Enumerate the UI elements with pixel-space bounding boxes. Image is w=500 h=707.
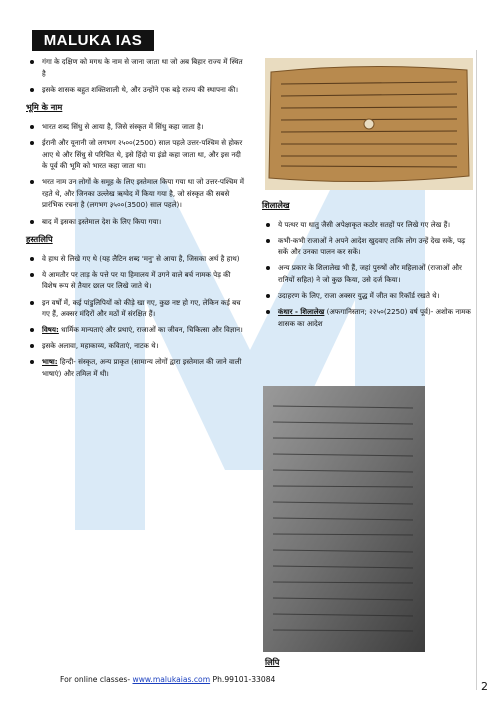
list-item: गंगा के दक्षिण को मगध के नाम से जाना जाता था जो अब बिहार राज्य में स्थित है xyxy=(26,56,246,79)
list-item: इन वर्षों में, कई पांडुलिपियों को कीड़े खा गए, कुछ नष्ट हो गए, लेकिन कई बच गए हैं, अक्सर मंदिरों और मठों में संरक्षित हैं। xyxy=(26,297,246,320)
website-link[interactable]: www.malukaias.com xyxy=(132,675,211,684)
list-item: भरत नाम उन लोगों के समूह के लिए इस्तेमाल किया गया था जो उत्तर-पश्चिम में रहते थे, और जिनका उल्लेख ऋग्वेद में किया गया है, जो संस्कृत की सबसे प्रारंभिक रचना है (लगभग ३५००(3500) साल पहले)। xyxy=(26,176,246,211)
list-item: वे हाथ से लिखे गए थे (यह लैटिन शब्द 'मनु' से आया है, जिसका अर्थ है हाथ) xyxy=(26,253,246,265)
list-item: ईरानी और यूनानी जो लगभग २५००(2500) साल पहले उत्तर-पश्चिम से होकर आए थे और सिंधु से परिचित थे, इसे हिंदो या इंडो कहा जाता था, और इस नदी के पूर्व की भूमि को भारत कहा जाता था। xyxy=(26,137,246,172)
page-edge-rule xyxy=(476,50,477,690)
brand-logo: MALUKA IAS xyxy=(32,30,154,51)
section-heading-shilalekh: शिलालेख xyxy=(262,200,290,210)
list-item: कभी-कभी राजाओं ने अपने आदेश खुदवाए ताकि लोग उन्हें देख सकें, पढ़ सकें और उनका पालन कर सकें। xyxy=(262,235,477,258)
list-item: इसके शासक बहुत शक्तिशाली थे, और उन्होंने एक बड़े राज्य की स्थापना की। xyxy=(26,84,246,96)
palm-leaf-manuscript-image xyxy=(265,58,473,190)
image-caption: लिपि xyxy=(265,657,280,667)
list-item: कंधार - शिलालेख (अफगानिस्तान; २२५०(2250) वर्ष पूर्व)- अशोक नामक शासक का आदेश xyxy=(262,306,477,329)
page-number: 2 xyxy=(481,680,488,693)
list-item: भाषा: हिन्दी- संस्कृत, अन्य प्राकृत (सामान्य लोगों द्वारा इस्तेमाल की जाने वाली भाषाएं) और तमिल में थी। xyxy=(26,356,246,379)
stone-inscription-image xyxy=(263,386,425,652)
list-item: बाद में इसका इस्तेमाल देश के लिए किया गया। xyxy=(26,216,246,228)
footer-prefix: For online classes- xyxy=(60,675,133,684)
list-item: भारत शब्द सिंधु से आया है, जिसे संस्कृत में सिंधु कहा जाता है। xyxy=(26,121,246,133)
section-heading-bhumi: भूमि के नाम xyxy=(26,102,63,113)
footer xyxy=(60,675,275,684)
right-column xyxy=(262,200,477,334)
list-item: उदाहरण के लिए, राजा अक्सर युद्ध में जीत का रिकॉर्ड रखते थे। xyxy=(262,290,477,302)
list-item: ये पत्थर या धातु जैसी अपेक्षाकृत कठोर सतहों पर लिखे गए लेख हैं। xyxy=(262,219,477,231)
list-item: ये आमतौर पर ताड़ के पत्ते पर या हिमालय में उगने वाले बर्च नामक पेड़ की विशेष रूप से तैयार छाल पर लिखे जाते थे। xyxy=(26,269,246,292)
left-column xyxy=(26,56,246,384)
footer-phone: Ph.99101-33084 xyxy=(210,675,276,684)
list-item: अन्य प्रकार के शिलालेख भी हैं, जहां पुरुषों और महिलाओं (राजाओं और रानियों सहित) ने जो कुछ किया, उसे दर्ज किया। xyxy=(262,262,477,285)
list-item: इसके अलावा, महाकाव्य, कविताएं, नाटक थे। xyxy=(26,340,246,352)
section-heading-hastalipi: हस्तलिपि xyxy=(26,234,53,245)
list-item: विषय: धार्मिक मान्यताएं और प्रथाएं, राजाओं का जीवन, चिकित्सा और विज्ञान। xyxy=(26,324,246,336)
